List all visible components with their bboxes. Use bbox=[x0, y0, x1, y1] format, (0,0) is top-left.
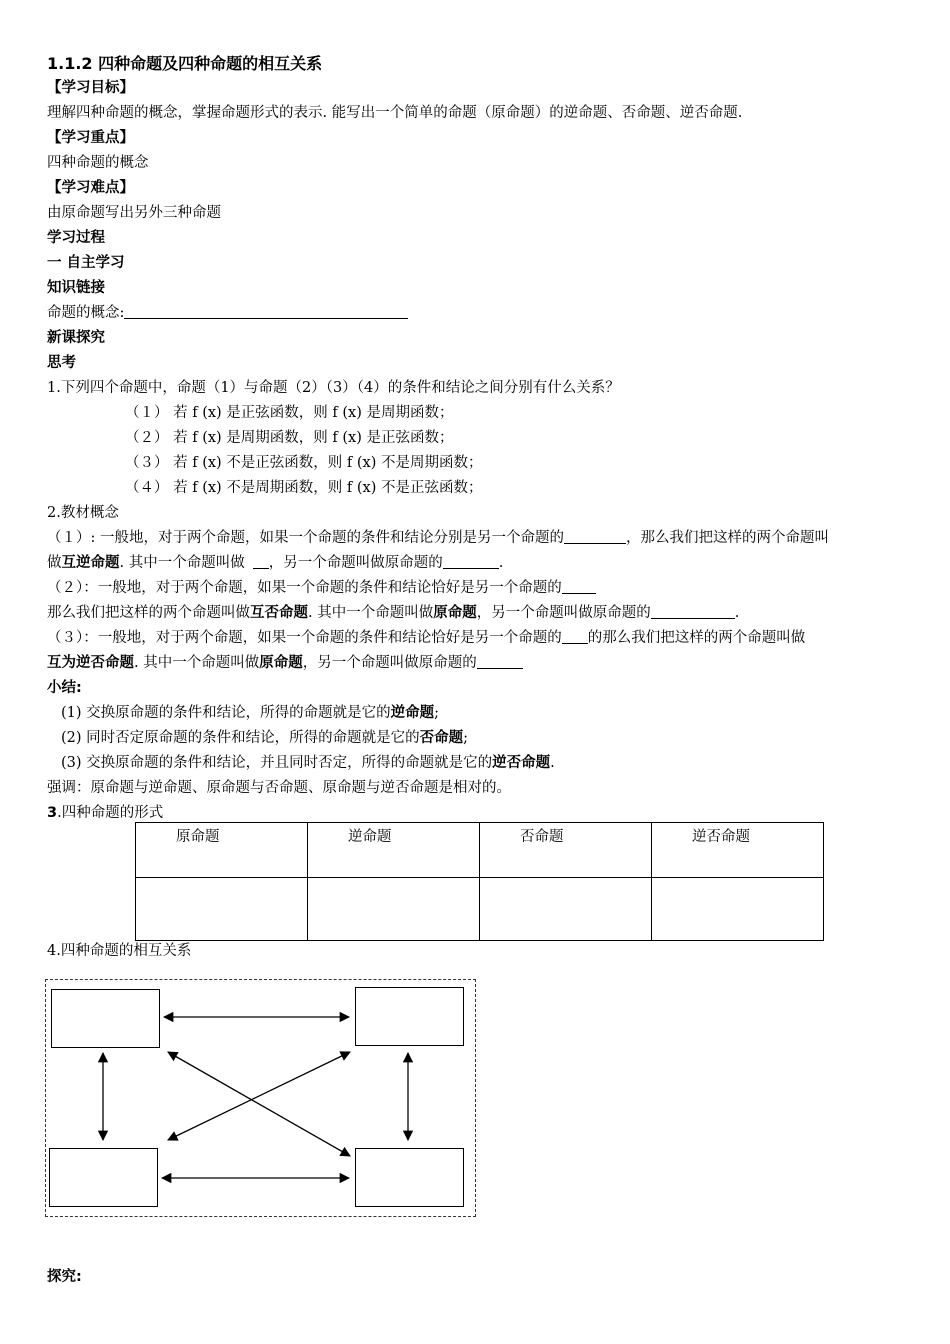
concept-1-line-2 bbox=[47, 551, 917, 576]
concept-3-text-a: （３）：一般地，对于两个命题，如果一个命题的条件和结论恰好是另一个命题的 bbox=[47, 630, 562, 646]
process-heading: 学习过程 bbox=[47, 230, 105, 246]
objectives-heading: 【学习目标】 bbox=[47, 80, 134, 96]
forms-cell-inverse[interactable] bbox=[480, 878, 652, 941]
forms-table bbox=[135, 822, 824, 941]
summary-item-1 bbox=[47, 701, 917, 726]
concept-2-blank-1[interactable] bbox=[562, 578, 596, 594]
concept-line bbox=[47, 301, 917, 326]
concept-3-text-b: 的那么我们把这样的两个命题叫做 bbox=[587, 630, 806, 646]
key-points-text: 四种命题的概念 bbox=[47, 155, 149, 171]
difficulty-text: 由原命题写出另外三种命题 bbox=[47, 205, 221, 221]
concept-3-blank-2[interactable] bbox=[477, 653, 523, 669]
forms-cell-contrapositive[interactable] bbox=[652, 878, 824, 941]
concepts-heading: 2.教材概念 bbox=[47, 505, 119, 521]
self-study-heading: 一 自主学习 bbox=[47, 255, 125, 271]
arrow-diagonal-down bbox=[168, 1052, 350, 1156]
concept-3-blank-1[interactable] bbox=[562, 628, 588, 644]
summary-2-term: 否命题 bbox=[419, 730, 464, 746]
summary-3-text: (3) 交换原命题的条件和结论，并且同时否定，所得的命题就是它的 bbox=[61, 755, 493, 771]
concept-1-text-e: ，另一个命题叫做原命题的 bbox=[268, 555, 443, 571]
concept-1-text-a: （１）: 一般地，对于两个命题，如果一个命题的条件和结论分别是另一个命题的 bbox=[47, 530, 564, 546]
thinking-question: 1.下列四个命题中，命题（1）与命题（2）（3）（4）的条件和结论之间分别有什么关系？ bbox=[47, 380, 620, 396]
forms-col-converse: 逆命题 bbox=[308, 823, 480, 878]
concept-1-term: 互逆命题 bbox=[61, 555, 120, 571]
concept-1-blank-3[interactable] bbox=[443, 553, 499, 569]
new-lesson-heading: 新课探究 bbox=[47, 330, 105, 346]
thinking-item-3: （３） 若 f (x) 不是正弦函数，则 f (x) 不是周期函数； bbox=[125, 455, 483, 471]
concept-2-text-a: （２）：一般地，对于两个命题，如果一个命题的条件和结论恰好是另一个命题的 bbox=[47, 580, 562, 596]
concept-1-blank-1[interactable] bbox=[564, 528, 626, 544]
concept-2-blank-2[interactable] bbox=[651, 603, 735, 619]
key-points-heading: 【学习重点】 bbox=[47, 130, 134, 146]
concept-3-term: 互为逆否命题 bbox=[47, 655, 134, 671]
concept-1-text-d: . 其中一个命题叫做 bbox=[119, 555, 245, 571]
concept-2-text-d: ，另一个命题叫做原命题的 bbox=[476, 605, 651, 621]
forms-heading-num: 3 bbox=[47, 805, 58, 821]
thinking-item-2: （２） 若 f (x) 是周期函数，则 f (x) 是正弦函数； bbox=[125, 430, 454, 446]
thinking-heading: 思考 bbox=[47, 355, 76, 371]
summary-1-text: (1) 交换原命题的条件和结论，所得的命题就是它的 bbox=[61, 705, 391, 721]
forms-cell-original[interactable] bbox=[136, 878, 308, 941]
summary-2-text: (2) 同时否定原命题的条件和结论，所得的命题就是它的 bbox=[61, 730, 420, 746]
concept-2-term-original: 原命题 bbox=[433, 605, 477, 621]
concept-2-text-e: . bbox=[734, 605, 740, 621]
concept-2-line-1 bbox=[47, 576, 917, 601]
summary-2-end: ; bbox=[463, 730, 469, 746]
thinking-item-1: （１） 若 f (x) 是正弦函数，则 f (x) 是周期函数； bbox=[125, 405, 454, 421]
summary-3-end: . bbox=[550, 755, 555, 771]
concept-1-blank-2[interactable] bbox=[253, 553, 269, 569]
thinking-item-4: （４） 若 f (x) 不是周期函数，则 f (x) 不是正弦函数； bbox=[125, 480, 483, 496]
difficulty-heading: 【学习难点】 bbox=[47, 180, 134, 196]
forms-heading-text: .四种命题的形式 bbox=[57, 805, 164, 821]
concept-1-text-b: ，那么我们把这样的两个命题叫 bbox=[626, 530, 829, 546]
objectives-text: 理解四种命题的概念，掌握命题形式的表示. 能写出一个简单的命题（原命题）的逆命题、否命题、逆否命题. bbox=[47, 105, 743, 121]
concept-3-line-2 bbox=[47, 651, 917, 676]
worksheet bbox=[47, 52, 917, 1285]
concept-3-text-c: . 其中一个命题叫做 bbox=[134, 655, 260, 671]
summary-emphasis: 强调：原命题与逆命题、原命题与否命题、原命题与逆否命题是相对的。 bbox=[47, 780, 511, 796]
summary-3-term: 逆否命题 bbox=[492, 755, 551, 771]
concept-label: 命题的概念: bbox=[47, 305, 125, 321]
concept-3-line-1 bbox=[47, 626, 917, 651]
concept-2-line-2 bbox=[47, 601, 917, 626]
relations-heading: 4.四种命题的相互关系 bbox=[47, 943, 192, 959]
forms-cell-converse[interactable] bbox=[308, 878, 480, 941]
arrow-diagonal-up bbox=[168, 1052, 350, 1140]
concept-blank[interactable] bbox=[124, 303, 408, 319]
concept-2-term: 互否命题 bbox=[250, 605, 308, 621]
knowledge-link-heading: 知识链接 bbox=[47, 280, 105, 296]
relations-diagram bbox=[45, 979, 476, 1217]
diagram-arrows bbox=[46, 980, 477, 1218]
summary-1-term: 逆命题 bbox=[390, 705, 435, 721]
concept-2-text-c: . 其中一个命题叫做 bbox=[308, 605, 434, 621]
concept-3-term-original: 原命题 bbox=[259, 655, 303, 671]
explore-heading: 探究: bbox=[47, 1269, 82, 1285]
concept-1-line-1 bbox=[47, 526, 917, 551]
forms-col-contrapositive: 逆否命题 bbox=[652, 823, 824, 878]
concept-3-text-d: ，另一个命题叫做原命题的 bbox=[302, 655, 477, 671]
forms-col-inverse: 否命题 bbox=[480, 823, 652, 878]
concept-1-text-c: 做 bbox=[47, 555, 62, 571]
concept-1-text-f: . bbox=[498, 555, 504, 571]
summary-item-3 bbox=[47, 751, 917, 776]
summary-1-end: ; bbox=[434, 705, 440, 721]
summary-heading: 小结: bbox=[47, 680, 82, 696]
concept-2-text-b: 那么我们把这样的两个命题叫做 bbox=[47, 605, 250, 621]
page-title: 1.1.2 四种命题及四种命题的相互关系 bbox=[47, 54, 323, 73]
summary-item-2 bbox=[47, 726, 917, 751]
forms-col-original: 原命题 bbox=[136, 823, 308, 878]
